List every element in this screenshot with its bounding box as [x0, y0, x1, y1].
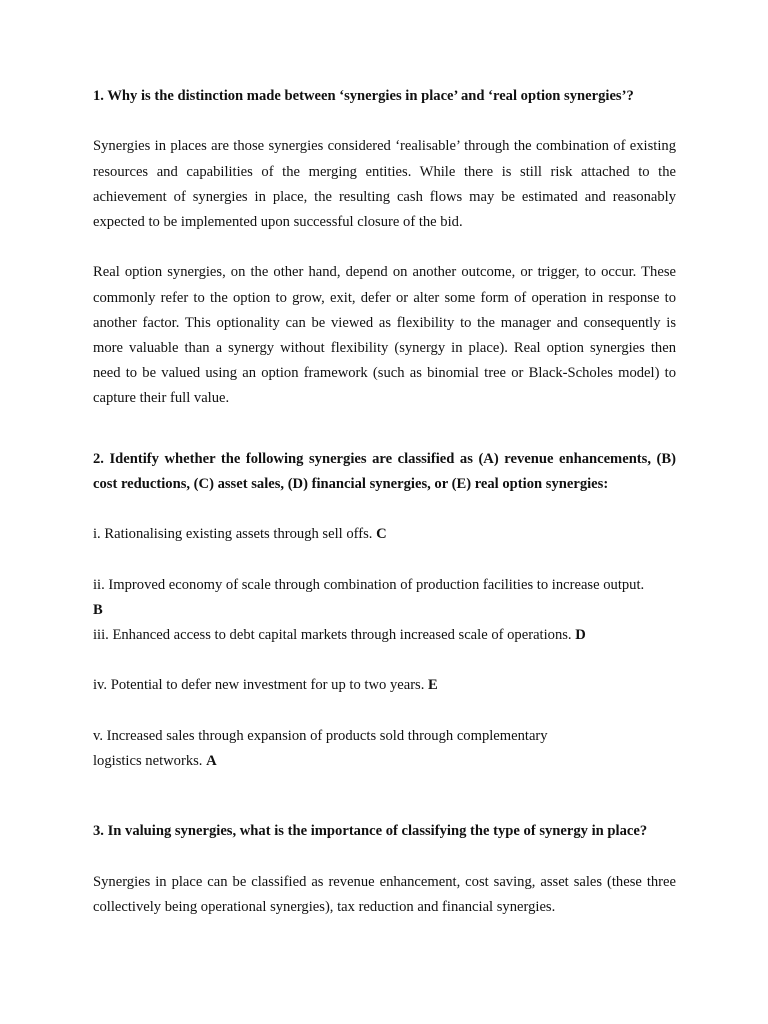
list-item-text-line-2: logistics networks. [93, 752, 203, 769]
question-1-heading: 1. Why is the distinction made between ‘synergies in place’ and ‘real option synergies’? [93, 88, 634, 104]
list-item-text-line-1: v. Increased sales through expansion of products sold through complementary [93, 727, 548, 744]
list-item-iii [93, 623, 676, 648]
list-item-answer: E [428, 677, 438, 694]
document-page [93, 84, 676, 920]
question-3-paragraph-1: Synergies in place can be classified as revenue enhancement, cost saving, asset sales (these three collectively being operational synergies), tax reduction and financial synergies. [93, 873, 676, 915]
question-1-paragraph-2: Real option synergies, on the other hand, depend on another outcome, or trigger, to occur. These commonly refer to the option to grow, exit, defer or alter some form of operation in response to another factor. This optionality can be viewed as flexibility to the manager and consequently is more valuable than a synergy without flexibility (synergy in place). Real option synergies then need to be valued using an option framework (such as binomial tree or Black-Scholes model) to capture their full value. [93, 264, 676, 407]
list-item-answer: B [93, 601, 103, 618]
question-2-heading: 2. Identify whether the following synergies are classified as (A) revenue enhancements, (B) cost reductions, (C) asset sales, (D) financial synergies, or (E) real option synergies: [93, 450, 676, 492]
question-3-heading: 3. In valuing synergies, what is the importance of classifying the type of synergy in place? [93, 823, 648, 840]
list-item-text: ii. Improved economy of scale through combination of production facilities to increase output. [93, 576, 645, 593]
list-item-answer: D [575, 627, 586, 643]
list-item-answer: A [206, 752, 217, 769]
list-item-ii [93, 573, 676, 623]
list-item-answer: C [376, 526, 387, 543]
list-item-text: i. Rationalising existing assets through sell offs. [93, 526, 373, 543]
list-item-v [93, 724, 676, 774]
list-item-iv [93, 673, 676, 698]
list-item-i [93, 522, 676, 547]
list-item-text: iv. Potential to defer new investment for up to two years. [93, 677, 425, 694]
list-item-text: iii. Enhanced access to debt capital markets through increased scale of operations. [93, 627, 572, 643]
question-1-paragraph-1: Synergies in places are those synergies considered ‘realisable’ through the combination of existing resources and capabilities of the merging entities. While there is still risk attached to the achievement of synergies in place, the resulting cash flows may be estimated and reasonably expected to be implemented upon successful closure of the bid. [93, 138, 676, 230]
